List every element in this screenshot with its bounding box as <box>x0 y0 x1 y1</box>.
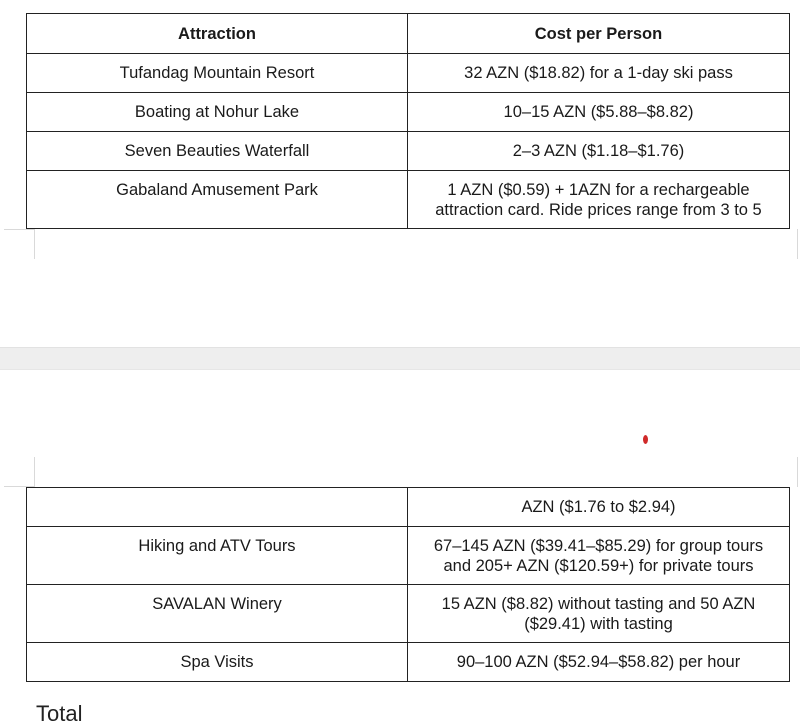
cell-cost-line: 1 AZN ($0.59) + 1AZN for a rechargeable <box>447 181 750 199</box>
cell-cost: AZN ($1.76 to $2.94) <box>408 488 790 527</box>
cell-attraction <box>27 488 408 527</box>
cell-cost <box>408 585 790 643</box>
cell-attraction: Boating at Nohur Lake <box>27 93 408 132</box>
page-crop-mark <box>797 457 798 487</box>
attraction-cost-table-part-2 <box>26 487 790 682</box>
total-heading: Total <box>36 701 83 726</box>
table-header-row <box>27 14 790 54</box>
table-row <box>27 132 790 171</box>
table-row <box>27 54 790 93</box>
cell-cost: 32 AZN ($18.82) for a 1-day ski pass <box>408 54 790 93</box>
cell-attraction: Seven Beauties Waterfall <box>27 132 408 171</box>
cell-cost: 10–15 AZN ($5.88–$8.82) <box>408 93 790 132</box>
attraction-cost-table-part-1 <box>26 13 790 229</box>
table-row <box>27 585 790 643</box>
cell-attraction: SAVALAN Winery <box>27 585 408 643</box>
cell-cost-line: 67–145 AZN ($39.41–$85.29) for group tours <box>433 537 764 555</box>
header-cost-per-person: Cost per Person <box>408 14 790 54</box>
table-row <box>27 171 790 229</box>
cell-cost-line: attraction card. Ride prices range from 3 to 5 <box>435 201 762 219</box>
document-page-1 <box>0 0 800 347</box>
table-row <box>27 93 790 132</box>
page-crop-mark <box>34 229 35 259</box>
table-row <box>27 643 790 682</box>
cell-cost-line: 15 AZN ($8.82) without tasting and 50 AZN <box>441 595 756 613</box>
page-break-gap <box>0 347 800 370</box>
page-crop-mark <box>797 229 798 259</box>
cell-attraction: Hiking and ATV Tours <box>27 527 408 585</box>
table-row <box>27 527 790 585</box>
cell-cost-line: and 205+ AZN ($120.59+) for private tours <box>443 557 754 575</box>
red-dot-mark <box>643 435 648 444</box>
cell-attraction: Gabaland Amusement Park <box>27 171 408 229</box>
cell-cost-line: ($29.41) with tasting <box>524 615 673 633</box>
cell-cost: 90–100 AZN ($52.94–$58.82) per hour <box>408 643 790 682</box>
cell-cost <box>408 171 790 229</box>
page-crop-mark <box>4 229 35 230</box>
cell-attraction: Tufandag Mountain Resort <box>27 54 408 93</box>
cell-cost <box>408 527 790 585</box>
header-attraction: Attraction <box>27 14 408 54</box>
cell-attraction: Spa Visits <box>27 643 408 682</box>
document-page-2 <box>0 370 800 710</box>
page-crop-mark <box>34 457 35 487</box>
cell-cost: 2–3 AZN ($1.18–$1.76) <box>408 132 790 171</box>
table-row <box>27 488 790 527</box>
